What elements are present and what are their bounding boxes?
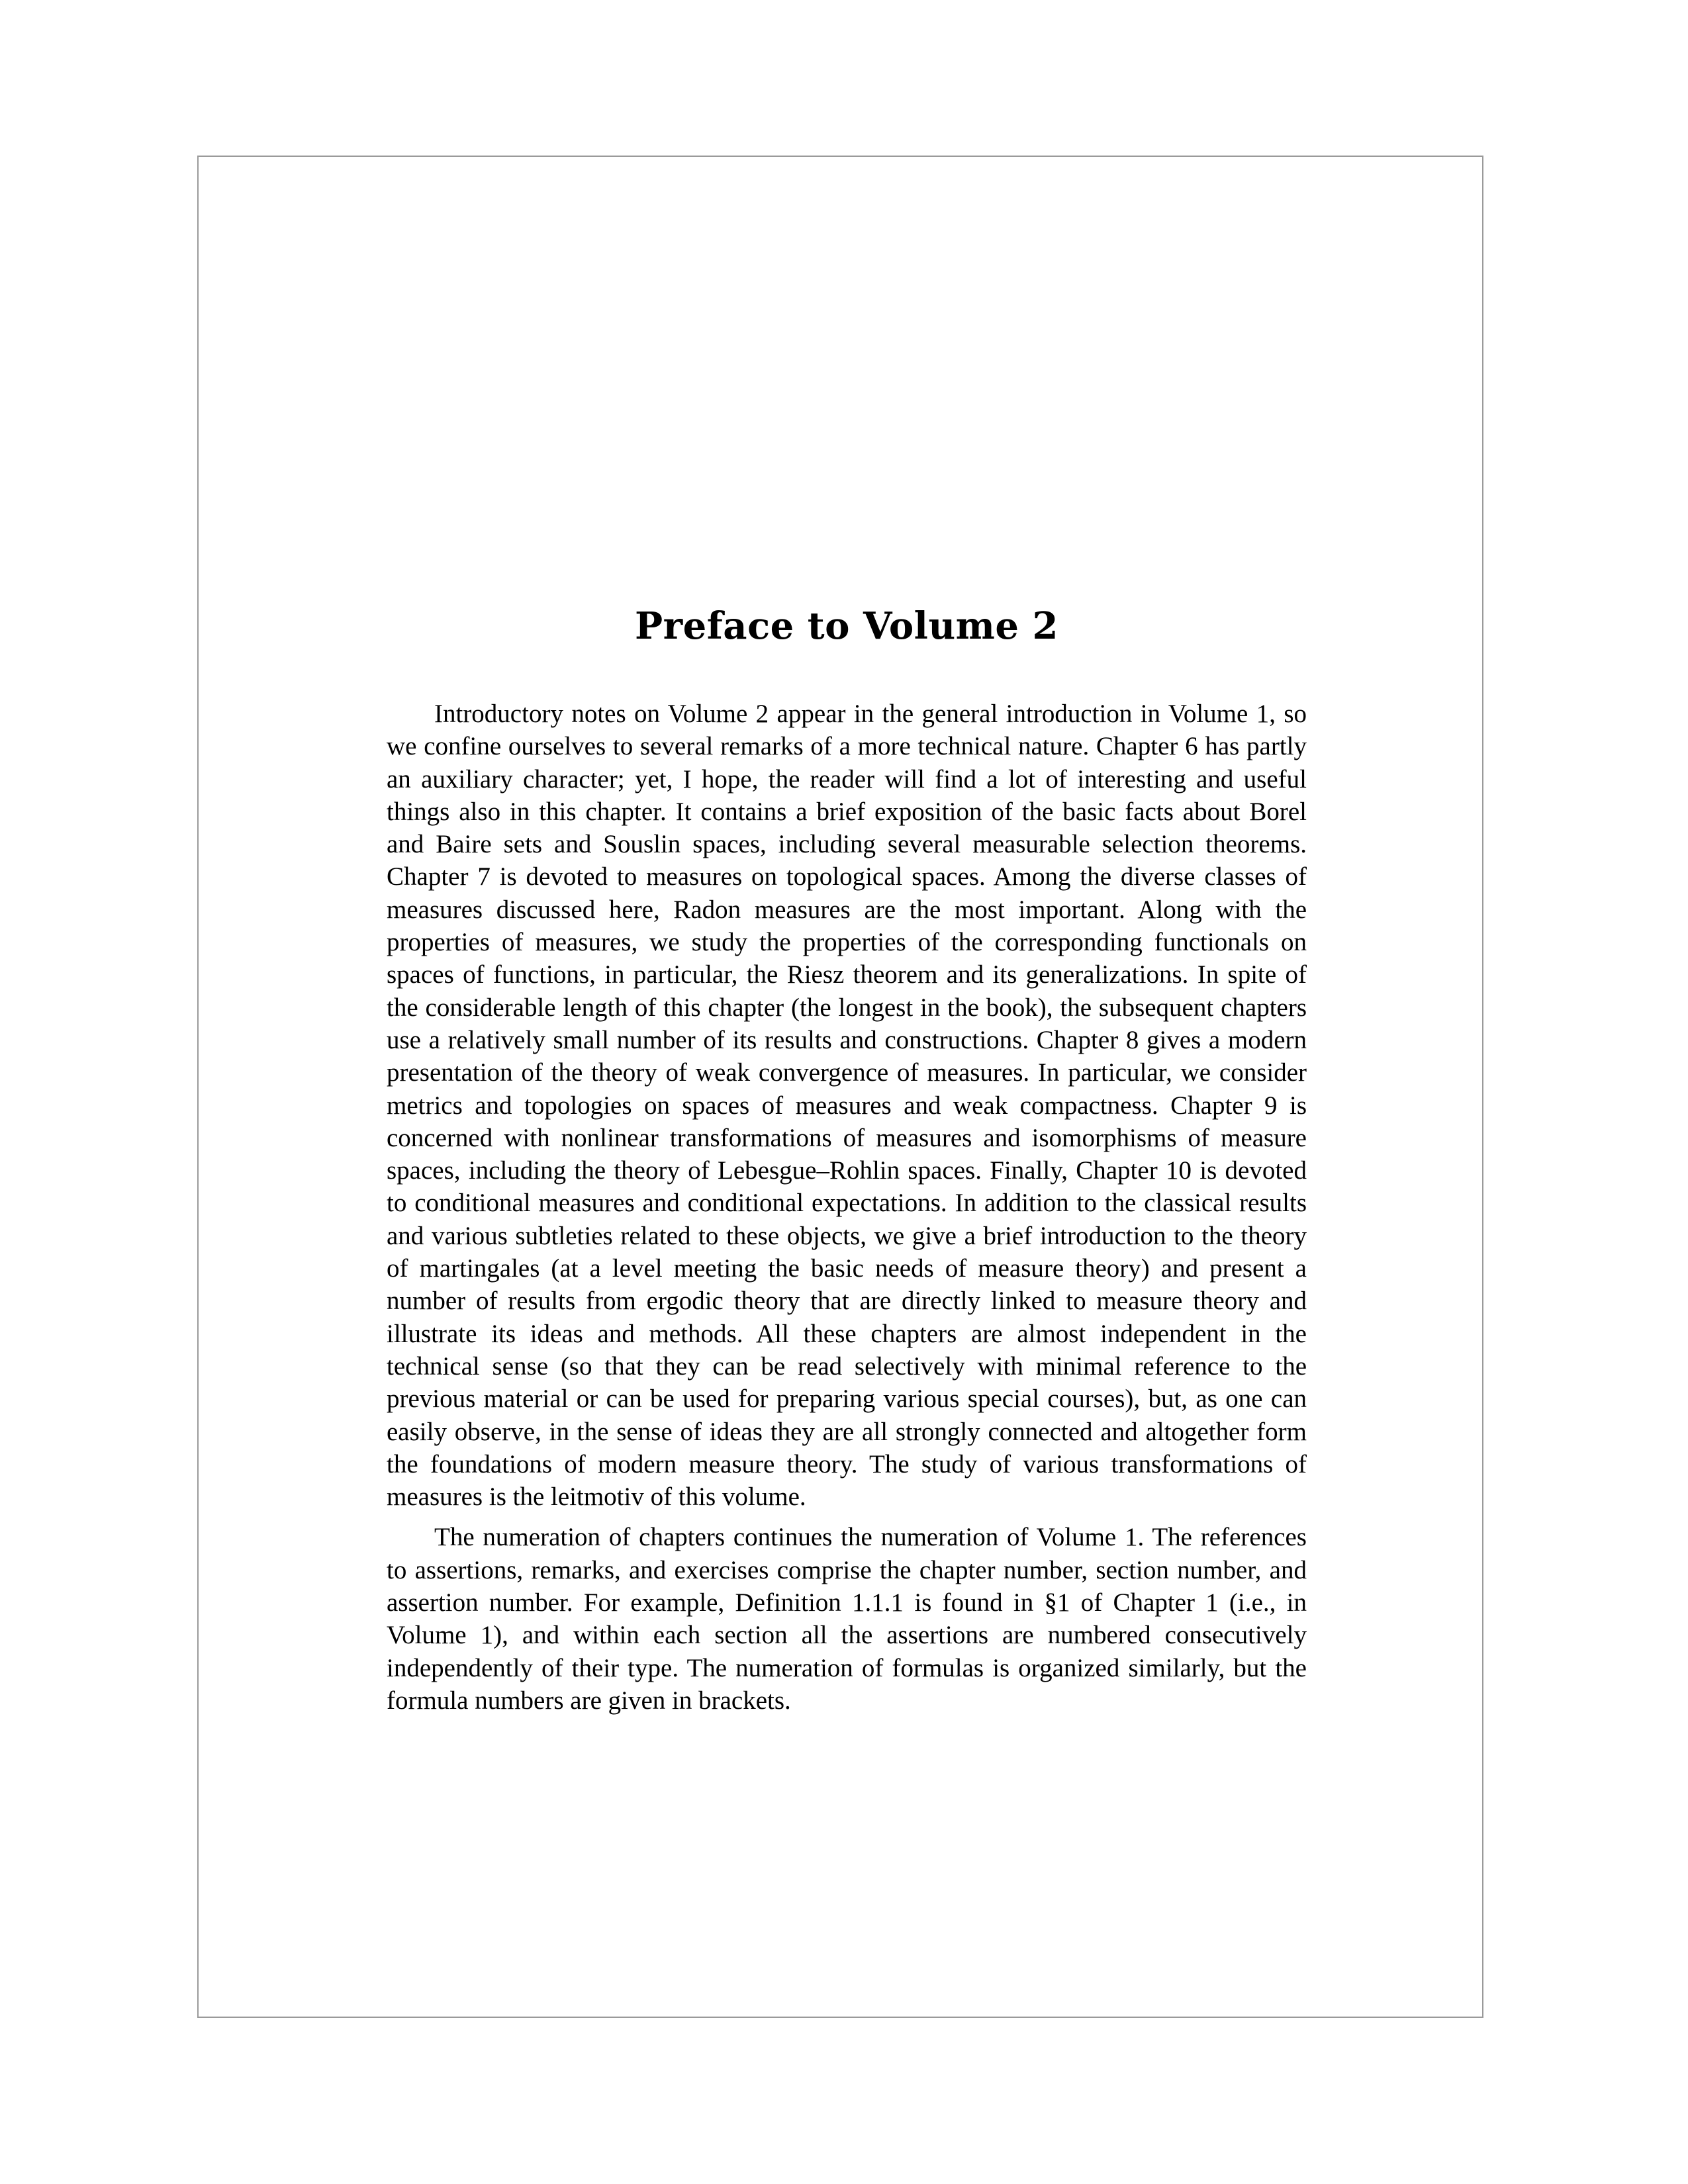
- paragraph-1: Introductory notes on Volume 2 appear in the general introduction in Volume 1, so we confine ourselves to several remarks of a more technical nature. Chapter 6 has partly an auxiliary character; yet, I hope, the reader will find a lot of interesting and useful things also in this chapter. It contains a brief exposition of the basic facts about Borel and Baire sets and Souslin spaces, including several measurable selection theorems. Chapter 7 is devoted to measures on topological spaces. Among the diverse classes of measures discussed here, Radon measures are the most important. Along with the properties of measures, we study the properties of the corresponding functionals on spaces of functions, in particular, the Riesz theorem and its generalizations. In spite of the considerable length of this chapter (the longest in the book), the subsequent chapters use a relatively small number of its results and constructions. Chapter 8 gives a modern presentation of the theory of weak convergence of measures. In particular, we consider metrics and topologies on spaces of measures and weak compactness. Chapter 9 is concerned with nonlinear transformations of measures and isomorphisms of measure spaces, including the theory of Lebesgue–Rohlin spaces. Finally, Chapter 10 is devoted to conditional measures and conditional expectations. In addition to the classical results and various subtleties related to these objects, we give a brief introduction to the theory of martingales (at a level meeting the basic needs of measure theory) and present a number of results from ergodic theory that are directly linked to measure theory and illustrate its ideas and methods. All these chapters are almost independent in the technical sense (so that they can be read selectively with minimal reference to the previous material or can be used for preparing various special courses), but, as one can easily observe, in the sense of ideas they are all strongly connected and altogether form the foundations of modern measure theory. The study of various transformations of measures is the leitmotiv of this volume.: [387, 700, 1307, 1512]
- page-content: [387, 602, 1307, 1717]
- page-title: Preface to Volume 2: [634, 604, 1059, 648]
- preface-body: [387, 698, 1307, 1717]
- paragraph-2: The numeration of chapters continues the numeration of Volume 1. The references to assertions, remarks, and exercises comprise the chapter number, section number, and assertion number. For example, Definition 1.1.1 is found in §1 of Chapter 1 (i.e., in Volume 1), and within each section all the assertions are numbered consecutively independently of their type. The numeration of formulas is organized similarly, but the formula numbers are given in brackets.: [387, 1523, 1307, 1715]
